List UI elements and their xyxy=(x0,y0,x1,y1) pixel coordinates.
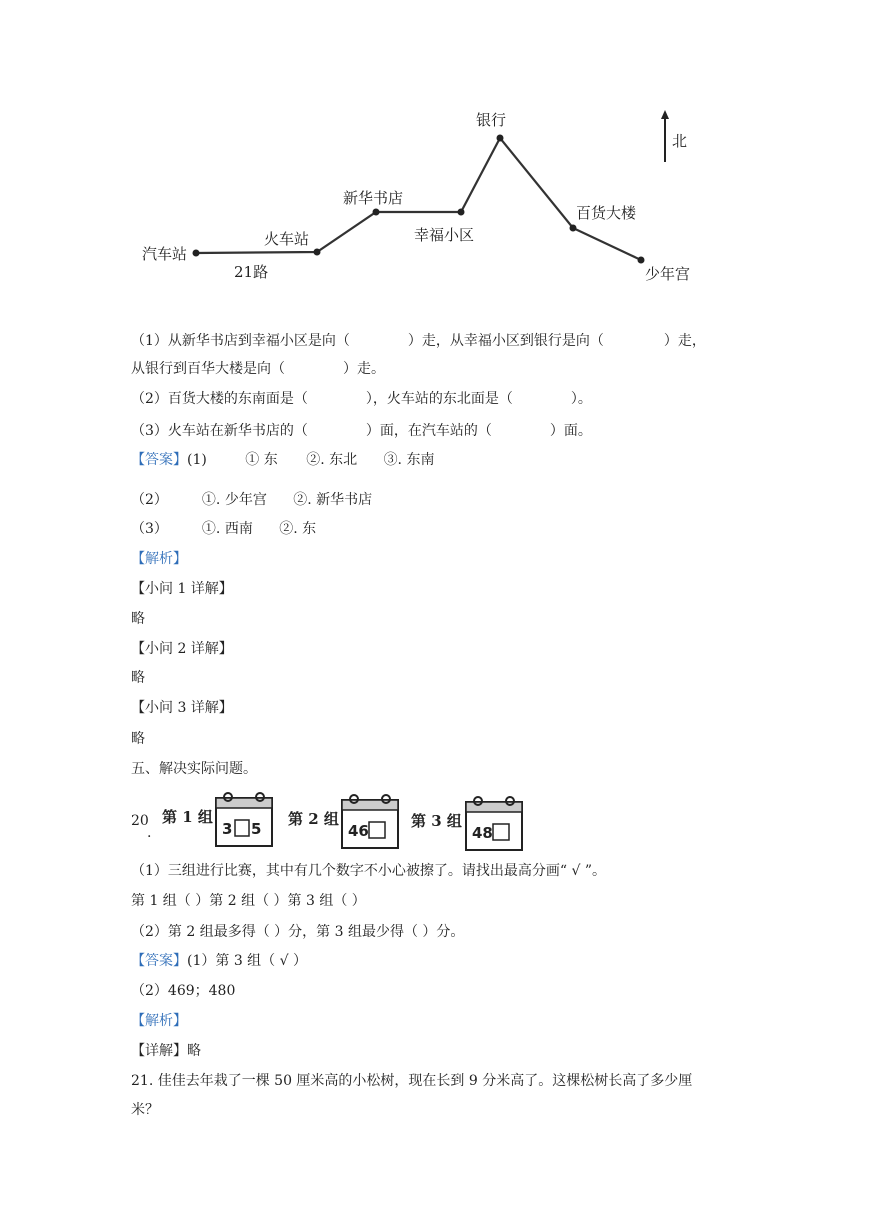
q20-number: 20 xyxy=(131,813,149,829)
label-qichezhan: 汽车站 xyxy=(142,245,188,263)
q20-detail: 【详解】略 xyxy=(131,1043,201,1059)
q19-part2: （2）百货大楼的东南面是（ ），火车站的东北面是（ ）。 xyxy=(131,391,592,407)
label-route: 21路 xyxy=(234,263,269,281)
group-1-calendar xyxy=(213,790,275,848)
q20-part1-blanks: 第 1 组（ ）第 2 组（ ）第 3 组（ ） xyxy=(131,893,366,909)
label-shaonian: 少年宫 xyxy=(645,265,691,283)
group-3-label: 第 3 组 xyxy=(411,812,462,830)
q19-analysis-tag: 【解析】 xyxy=(131,551,187,567)
label-baihuo: 百货大楼 xyxy=(576,204,637,222)
group-2-label: 第 2 组 xyxy=(288,810,339,828)
q19-part1-cont: 从银行到百华大楼是向（ ）走。 xyxy=(131,361,385,377)
q20-dot: . xyxy=(147,825,152,841)
label-xinhua: 新华书店 xyxy=(343,189,404,207)
q19-sub1-detail: 略 xyxy=(131,611,145,627)
stop-baihuo xyxy=(570,225,577,232)
stop-shaonian xyxy=(638,257,645,264)
group-3-calendar xyxy=(463,794,525,852)
q19-answer-1: 【答案】(1) ① 东 ②. 东北 ③. 东南 xyxy=(131,452,435,468)
group-2-digits: 46 xyxy=(348,822,369,840)
group-1-digit-b: 5 xyxy=(251,820,262,838)
q19-sub2-detail: 略 xyxy=(131,670,145,686)
stop-xingfu xyxy=(458,209,465,216)
group-2-calendar xyxy=(339,792,401,850)
q20-analysis-tag: 【解析】 xyxy=(131,1013,187,1029)
q19-part3: （3）火车站在新华书店的（ ）面，在汽车站的（ ）面。 xyxy=(131,423,592,439)
q19-sub3: 【小问 3 详解】 xyxy=(131,700,233,716)
q19-part1: （1）从新华书店到幸福小区是向（ ）走，从幸福小区到银行是向（ ）走， xyxy=(131,333,706,349)
group-1-label: 第 1 组 xyxy=(162,808,213,826)
q20-part2: （2）第 2 组最多得（ ）分，第 3 组最少得（ ）分。 xyxy=(131,924,465,940)
q19-sub1: 【小问 1 详解】 xyxy=(131,581,233,597)
q20-answer-2: （2）469；480 xyxy=(131,983,236,999)
north-arrow-head xyxy=(661,110,669,119)
stop-yinhang xyxy=(497,135,504,142)
label-yinhang: 银行 xyxy=(476,111,507,129)
answer-tag: 【答案】 xyxy=(131,452,187,468)
label-huochezhan: 火车站 xyxy=(264,230,310,248)
stop-huochezhan xyxy=(314,249,321,256)
q21-line1: 21. 佳佳去年栽了一棵 50 厘米高的小松树，现在长到 9 分米高了。这棵松树长高了多少厘 xyxy=(131,1073,693,1089)
answer-tag: 【答案】 xyxy=(131,953,187,969)
q21-line2: 米？ xyxy=(131,1102,159,1118)
q19-sub2: 【小问 2 详解】 xyxy=(131,641,233,657)
q19-answer-2: （2） ①. 少年宫 ②. 新华书店 xyxy=(131,492,373,508)
stop-xinhua xyxy=(373,209,380,216)
group-3-digits: 48 xyxy=(472,824,493,842)
q20-answer-1: 【答案】(1）第 3 组（ √ ） xyxy=(131,953,307,969)
stop-qichezhan xyxy=(193,250,200,257)
label-xingfu: 幸福小区 xyxy=(414,226,475,244)
route-map xyxy=(130,100,730,300)
q20-part1: （1）三组进行比赛，其中有几个数字不小心被擦了。请找出最高分画“ √ ”。 xyxy=(131,863,607,879)
q19-answer-3: （3） ①. 西南 ②. 东 xyxy=(131,521,317,537)
label-north: 北 xyxy=(672,132,688,150)
section-5-title: 五、解决实际问题。 xyxy=(131,761,257,777)
group-1-digit-a: 3 xyxy=(222,820,233,838)
q19-sub3-detail: 略 xyxy=(131,731,145,747)
